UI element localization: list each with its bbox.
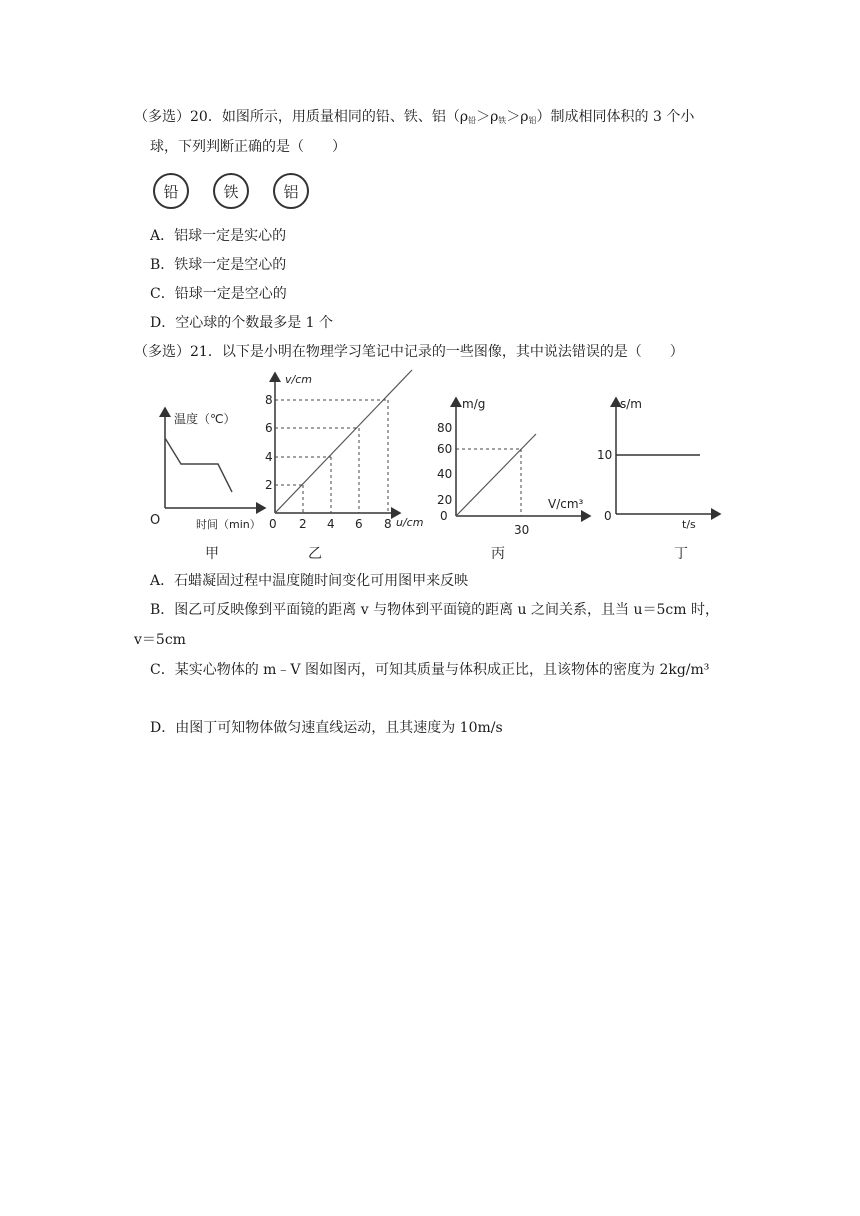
graph-jia	[150, 408, 265, 562]
q21-graphs-figure	[150, 368, 725, 568]
yi-xtick-4: 4	[327, 517, 335, 531]
graph-ding	[597, 397, 720, 562]
q21-option-a: A．石蜡凝固过程中温度随时间变化可用图甲来反映	[150, 573, 469, 589]
yi-ytick-6: 6	[265, 421, 273, 435]
ding-ytick-10: 10	[597, 448, 613, 462]
ding-ylabel: s/m	[620, 397, 642, 411]
bing-origin: 0	[440, 509, 448, 523]
jia-caption: 甲	[205, 546, 219, 562]
yi-origin: 0	[269, 517, 277, 531]
lead-ball: 铅	[153, 173, 189, 209]
yi-ytick-8: 8	[265, 393, 273, 407]
yi-xtick-6: 6	[355, 517, 363, 531]
bing-ytick-60: 60	[437, 442, 453, 456]
q20-balls-figure	[153, 173, 323, 213]
bing-ylabel: m/g	[462, 397, 486, 411]
q21-option-d: D．由图丁可知物体做匀速直线运动，且其速度为 10m/s	[150, 720, 503, 736]
bing-line	[456, 434, 536, 516]
graph-yi	[265, 370, 423, 562]
q20-option-d: D．空心球的个数最多是 1 个	[150, 315, 334, 331]
yi-xlabel: u/cm	[396, 516, 424, 529]
jia-ylabel: 温度（℃）	[174, 412, 236, 426]
jia-origin: O	[150, 513, 161, 528]
ding-xlabel: t/s	[682, 518, 696, 531]
q21-option-b-line1: B．图乙可反映像到平面镜的距离 v 与物体到平面镜的距离 u 之间关系，且当 u＝5cm 时，	[150, 602, 719, 618]
jia-xlabel: 时间（min）	[196, 518, 261, 531]
yi-ytick-2: 2	[265, 478, 273, 492]
bing-ytick-40: 40	[437, 467, 453, 481]
bing-ytick-80: 80	[437, 421, 453, 435]
jia-curve	[165, 438, 232, 492]
yi-xtick-8: 8	[384, 517, 392, 531]
q21-option-c: C．某实心物体的 m﹣V 图如图丙，可知其质量与体积成正比，且该物体的密度为 2kg/m³	[150, 662, 710, 678]
yi-xtick-2: 2	[299, 517, 307, 531]
graph-bing	[437, 397, 590, 562]
iron-ball: 铁	[213, 173, 249, 209]
ding-origin: 0	[604, 509, 612, 523]
q20-option-b: B．铁球一定是空心的	[150, 257, 287, 273]
aluminum-ball: 铝	[273, 173, 309, 209]
q21-stem: （多选）21．以下是小明在物理学习笔记中记录的一些图像，其中说法错误的是（ ）	[134, 344, 684, 360]
q20-option-a: A．铝球一定是实心的	[150, 228, 287, 244]
bing-xlabel: V/cm³	[548, 497, 584, 511]
yi-caption: 乙	[308, 546, 322, 562]
q21-option-b-line2: v＝5cm	[134, 632, 186, 648]
bing-xtick-30: 30	[514, 523, 530, 537]
yi-ylabel: v/cm	[285, 373, 312, 386]
bing-ytick-20: 20	[437, 493, 453, 507]
bing-caption: 丙	[491, 546, 505, 562]
yi-ytick-4: 4	[265, 450, 273, 464]
ding-caption: 丁	[674, 546, 688, 562]
q21-graphs-svg	[150, 368, 725, 568]
yi-line	[275, 370, 412, 513]
q20-stem-line1: （多选）20．如图所示，用质量相同的铅、铁、铝$(\rho_铅>\rho_铁>\rho_铝)$制成相同体积的 3 个小	[134, 109, 695, 125]
q20-option-c: C．铅球一定是空心的	[150, 286, 287, 302]
q20-stem-line2: 球，下列判断正确的是（ ）	[150, 139, 346, 155]
